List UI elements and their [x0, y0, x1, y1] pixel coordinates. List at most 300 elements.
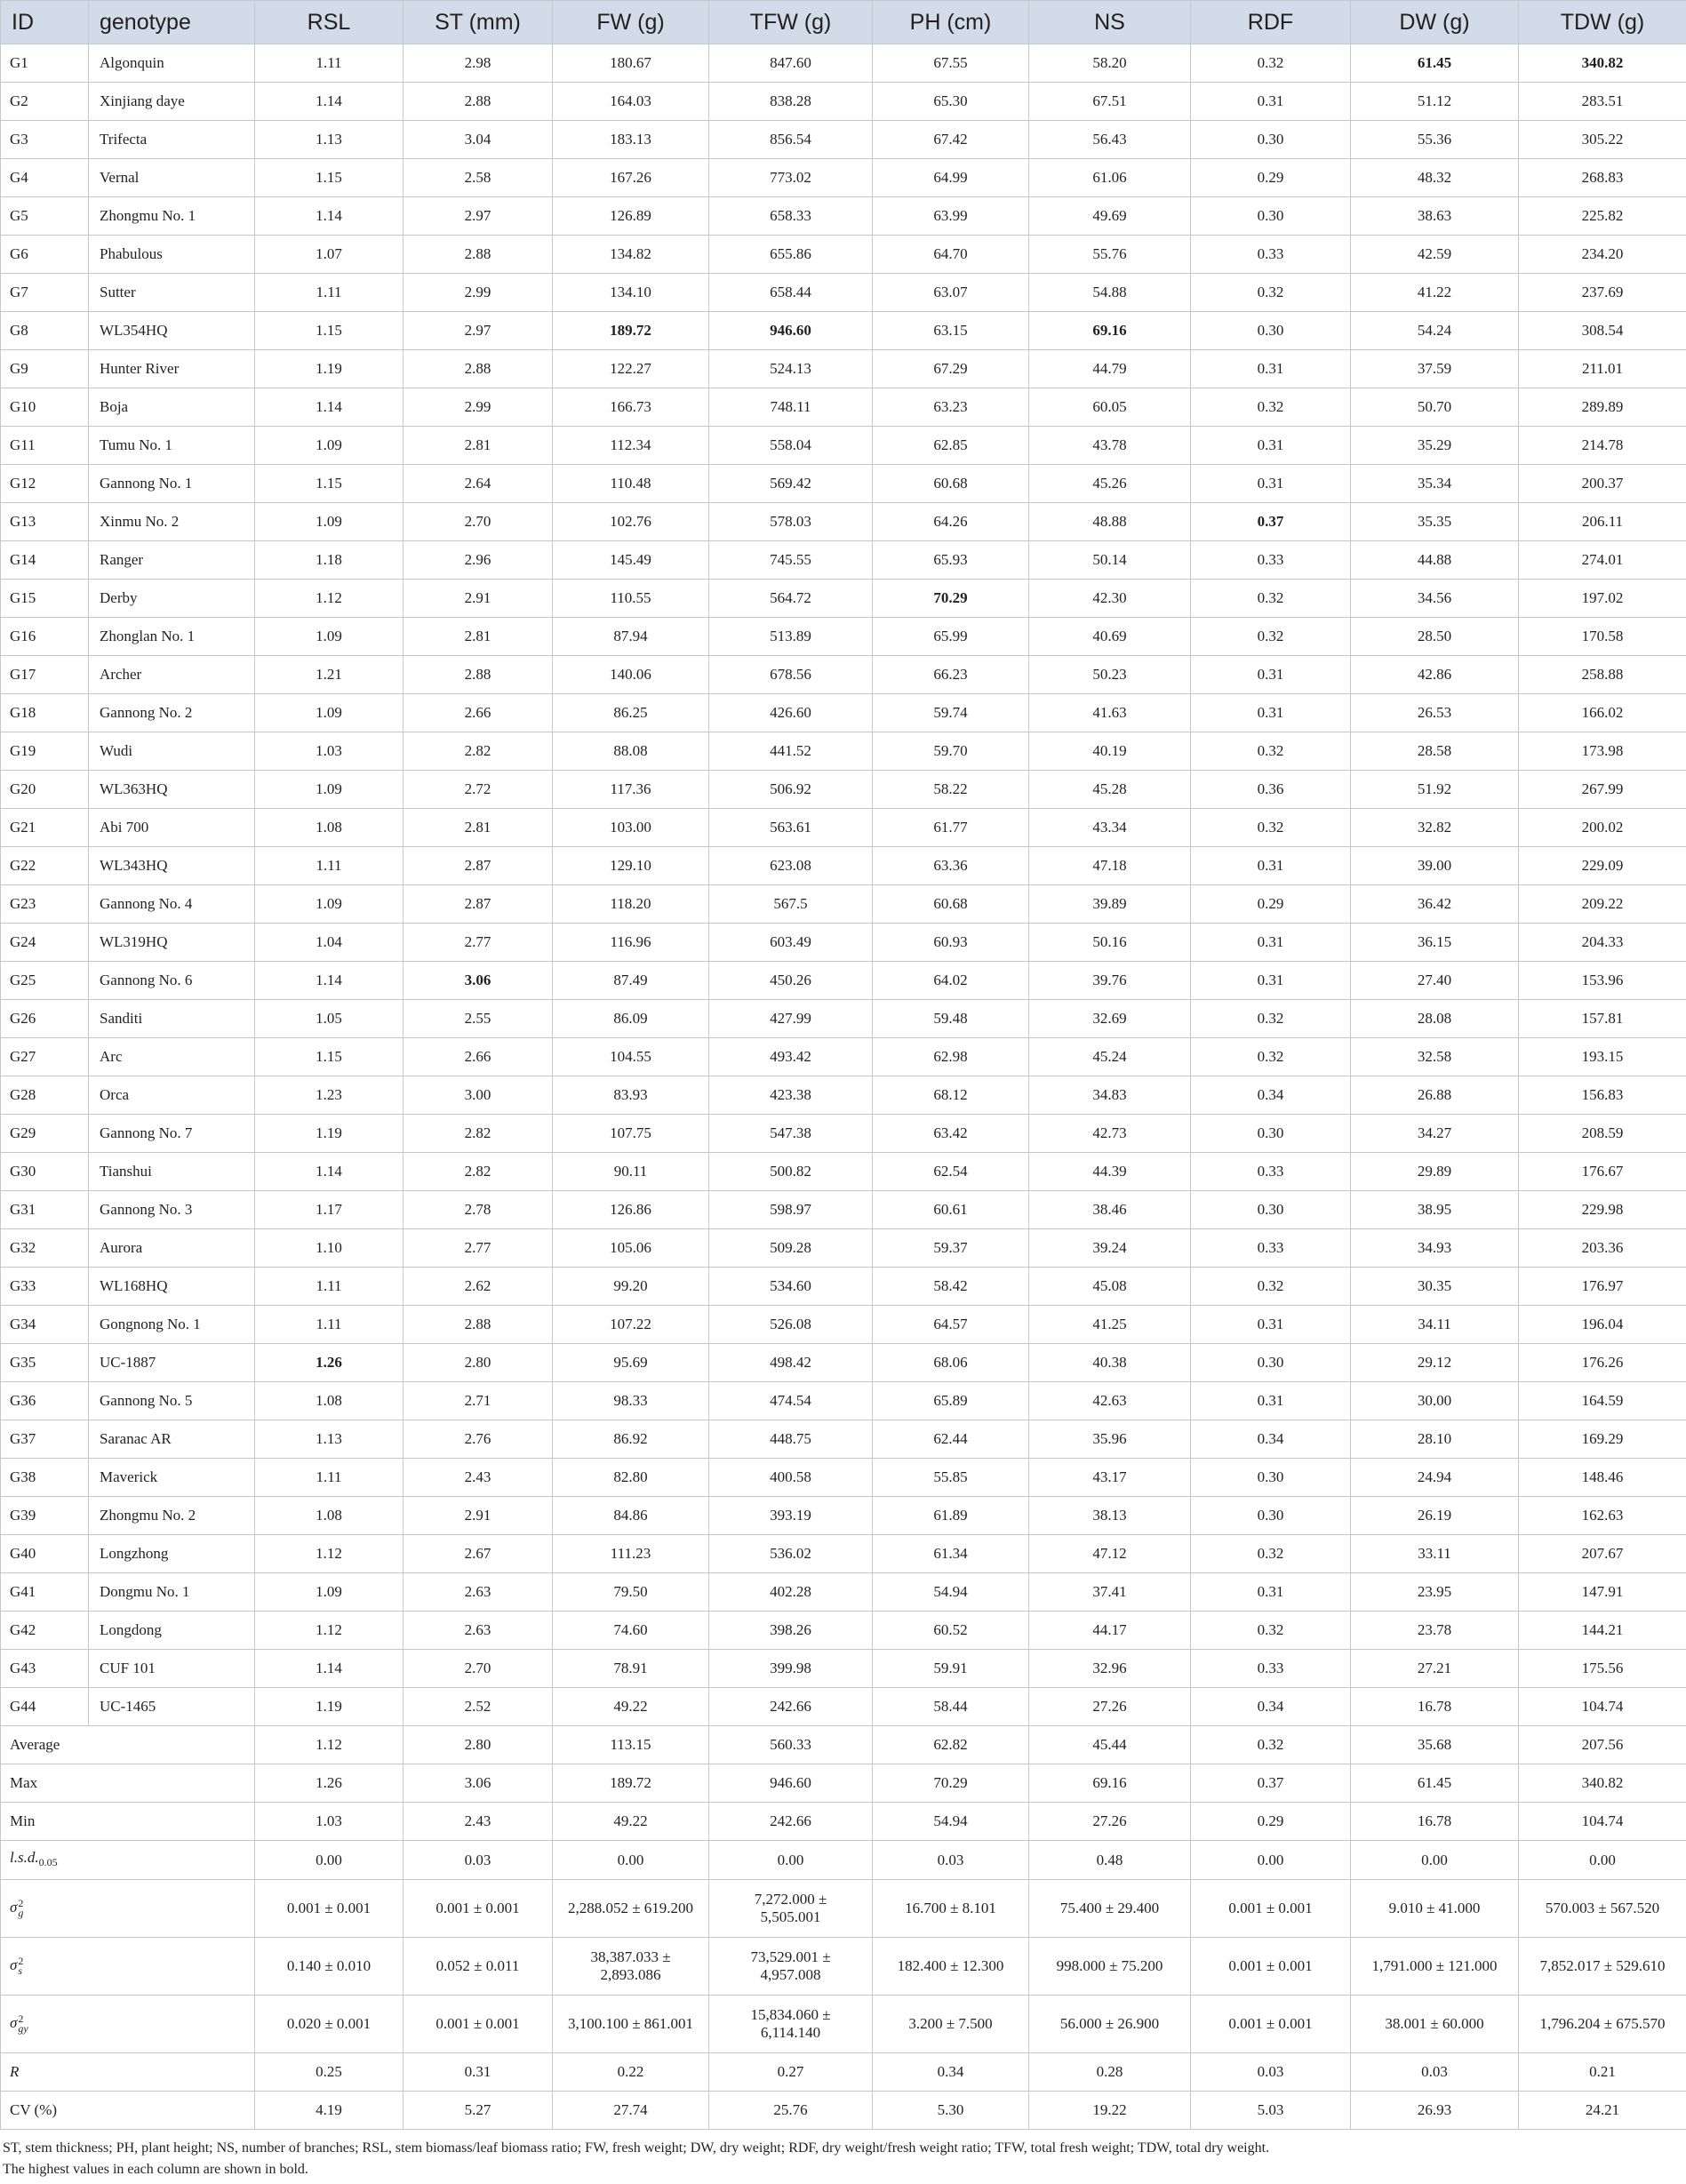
genotype-name-cell: Maverick [89, 1459, 255, 1497]
value-cell: 2.77 [404, 1229, 553, 1268]
genotype-name-cell: Gannong No. 1 [89, 465, 255, 503]
genotype-id-cell: G18 [1, 694, 89, 732]
stat-value-cell: 0.03 [1351, 2053, 1519, 2092]
value-cell: 1.23 [255, 1076, 404, 1115]
value-cell: 748.11 [709, 388, 873, 427]
stat-value-cell: 946.60 [709, 1764, 873, 1803]
table-row [1, 1115, 1686, 1153]
value-cell: 0.31 [1191, 1382, 1351, 1420]
value-cell: 0.32 [1191, 1038, 1351, 1076]
table-row [1, 580, 1686, 618]
value-cell: 2.66 [404, 694, 553, 732]
value-cell: 838.28 [709, 83, 873, 121]
value-cell: 90.11 [553, 1153, 709, 1191]
value-cell: 1.12 [255, 1535, 404, 1573]
value-cell: 0.33 [1191, 236, 1351, 274]
value-cell: 144.21 [1519, 1612, 1686, 1650]
stat-value-cell: 104.74 [1519, 1803, 1686, 1841]
value-cell: 423.38 [709, 1076, 873, 1115]
value-cell: 448.75 [709, 1420, 873, 1459]
value-cell: 1.15 [255, 465, 404, 503]
genotype-name-cell: Dongmu No. 1 [89, 1573, 255, 1612]
value-cell: 68.06 [873, 1344, 1029, 1382]
genotype-name-cell: Derby [89, 580, 255, 618]
stat-value-cell: 0.28 [1029, 2053, 1191, 2092]
table-row [1, 694, 1686, 732]
stat-value-cell: 998.000 ± 75.200 [1029, 1938, 1191, 1996]
genotype-name-cell: Gannong No. 2 [89, 694, 255, 732]
stat-value-cell: 0.37 [1191, 1764, 1351, 1803]
genotype-name-cell: CUF 101 [89, 1650, 255, 1688]
table-row [1, 1268, 1686, 1306]
value-cell: 60.68 [873, 885, 1029, 924]
value-cell: 2.99 [404, 274, 553, 312]
value-cell: 0.31 [1191, 1573, 1351, 1612]
value-cell: 197.02 [1519, 580, 1686, 618]
value-cell: 1.14 [255, 83, 404, 121]
genotype-id-cell: G35 [1, 1344, 89, 1382]
value-cell: 104.74 [1519, 1688, 1686, 1726]
value-cell: 225.82 [1519, 197, 1686, 236]
value-cell: 60.05 [1029, 388, 1191, 427]
value-cell: 39.89 [1029, 885, 1191, 924]
value-cell: 60.61 [873, 1191, 1029, 1229]
value-cell: 1.08 [255, 809, 404, 847]
value-cell: 0.33 [1191, 1153, 1351, 1191]
table-row [1, 1000, 1686, 1038]
genotype-id-cell: G29 [1, 1115, 89, 1153]
value-cell: 23.95 [1351, 1573, 1519, 1612]
genotype-id-cell: G4 [1, 159, 89, 197]
value-cell: 2.66 [404, 1038, 553, 1076]
genotype-name-cell: Gannong No. 7 [89, 1115, 255, 1153]
stat-value-cell: 35.68 [1351, 1726, 1519, 1764]
value-cell: 99.20 [553, 1268, 709, 1306]
value-cell: 2.82 [404, 732, 553, 771]
stat-label-superscript: 2 [18, 1897, 24, 1910]
value-cell: 1.08 [255, 1382, 404, 1420]
value-cell: 0.32 [1191, 44, 1351, 83]
value-cell: 498.42 [709, 1344, 873, 1382]
genotype-id-cell: G34 [1, 1306, 89, 1344]
genotype-id-cell: G32 [1, 1229, 89, 1268]
value-cell: 2.87 [404, 885, 553, 924]
value-cell: 28.50 [1351, 618, 1519, 656]
value-cell: 42.30 [1029, 580, 1191, 618]
genotype-name-cell: Phabulous [89, 236, 255, 274]
value-cell: 567.5 [709, 885, 873, 924]
table-row [1, 1153, 1686, 1191]
value-cell: 3.00 [404, 1076, 553, 1115]
stats-row [1, 2053, 1686, 2092]
stat-value-cell: 1.12 [255, 1726, 404, 1764]
stats-row [1, 1726, 1686, 1764]
value-cell: 169.29 [1519, 1420, 1686, 1459]
stats-row [1, 2092, 1686, 2130]
table-row [1, 159, 1686, 197]
stat-value-cell: 9.010 ± 41.000 [1351, 1880, 1519, 1938]
genotype-id-cell: G9 [1, 350, 89, 388]
value-cell: 268.83 [1519, 159, 1686, 197]
genotype-name-cell: Archer [89, 656, 255, 694]
value-cell: 74.60 [553, 1612, 709, 1650]
value-cell: 183.13 [553, 121, 709, 159]
genotype-id-cell: G20 [1, 771, 89, 809]
value-cell: 64.02 [873, 962, 1029, 1000]
stat-value-cell: 0.001 ± 0.001 [1191, 1938, 1351, 1996]
value-cell: 2.88 [404, 236, 553, 274]
value-cell: 68.12 [873, 1076, 1029, 1115]
value-cell: 2.82 [404, 1153, 553, 1191]
value-cell: 189.72 [553, 312, 709, 350]
genotype-id-cell: G22 [1, 847, 89, 885]
value-cell: 164.59 [1519, 1382, 1686, 1420]
value-cell: 0.32 [1191, 580, 1351, 618]
stat-value-cell: 70.29 [873, 1764, 1029, 1803]
genotype-name-cell: Xinjiang daye [89, 83, 255, 121]
value-cell: 506.92 [709, 771, 873, 809]
genotype-id-cell: G33 [1, 1268, 89, 1306]
value-cell: 67.29 [873, 350, 1029, 388]
value-cell: 3.06 [404, 962, 553, 1000]
value-cell: 116.96 [553, 924, 709, 962]
table-row [1, 656, 1686, 694]
value-cell: 43.34 [1029, 809, 1191, 847]
stat-value-cell: 54.94 [873, 1803, 1029, 1841]
value-cell: 1.13 [255, 1420, 404, 1459]
genotype-id-cell: G1 [1, 44, 89, 83]
table-row [1, 1459, 1686, 1497]
stat-value-cell: 1.03 [255, 1803, 404, 1841]
table-row [1, 1382, 1686, 1420]
value-cell: 0.32 [1191, 1268, 1351, 1306]
value-cell: 45.08 [1029, 1268, 1191, 1306]
value-cell: 2.88 [404, 656, 553, 694]
value-cell: 2.87 [404, 847, 553, 885]
value-cell: 2.98 [404, 44, 553, 83]
stat-label-cell: Average [1, 1726, 255, 1764]
value-cell: 1.14 [255, 1650, 404, 1688]
value-cell: 0.31 [1191, 656, 1351, 694]
value-cell: 193.15 [1519, 1038, 1686, 1076]
value-cell: 55.36 [1351, 121, 1519, 159]
value-cell: 82.80 [553, 1459, 709, 1497]
stat-value-cell: 0.27 [709, 2053, 873, 2092]
stat-value-cell: 0.03 [873, 1841, 1029, 1880]
value-cell: 569.42 [709, 465, 873, 503]
value-cell: 140.06 [553, 656, 709, 694]
stat-value-cell: 0.001 ± 0.001 [404, 1996, 553, 2053]
value-cell: 61.45 [1351, 44, 1519, 83]
table-row [1, 1229, 1686, 1268]
stat-value-cell: 560.33 [709, 1726, 873, 1764]
value-cell: 148.46 [1519, 1459, 1686, 1497]
table-row [1, 847, 1686, 885]
value-cell: 24.94 [1351, 1459, 1519, 1497]
bold-values-note: The highest values in each column are shown in bold. [3, 2162, 308, 2177]
value-cell: 3.04 [404, 121, 553, 159]
value-cell: 58.42 [873, 1268, 1029, 1306]
sigma-symbol: σ [10, 1956, 18, 1973]
value-cell: 40.38 [1029, 1344, 1191, 1382]
genotype-name-cell: WL319HQ [89, 924, 255, 962]
value-cell: 36.15 [1351, 924, 1519, 962]
value-cell: 48.32 [1351, 159, 1519, 197]
value-cell: 176.26 [1519, 1344, 1686, 1382]
value-cell: 426.60 [709, 694, 873, 732]
value-cell: 44.88 [1351, 541, 1519, 580]
stat-value-cell: 2,288.052 ± 619.200 [553, 1880, 709, 1938]
genotype-id-cell: G26 [1, 1000, 89, 1038]
table-row [1, 1306, 1686, 1344]
value-cell: 26.53 [1351, 694, 1519, 732]
stat-label-superscript: 2 [18, 1955, 24, 1968]
stat-label-cell [1, 1938, 255, 1996]
value-cell: 51.12 [1351, 83, 1519, 121]
value-cell: 36.42 [1351, 885, 1519, 924]
genotype-id-cell: G15 [1, 580, 89, 618]
value-cell: 0.31 [1191, 1306, 1351, 1344]
value-cell: 500.82 [709, 1153, 873, 1191]
value-cell: 63.36 [873, 847, 1029, 885]
value-cell: 2.77 [404, 924, 553, 962]
value-cell: 35.35 [1351, 503, 1519, 541]
value-cell: 0.32 [1191, 1535, 1351, 1573]
value-cell: 208.59 [1519, 1115, 1686, 1153]
value-cell: 145.49 [553, 541, 709, 580]
header-ns: NS [1029, 1, 1191, 44]
value-cell: 122.27 [553, 350, 709, 388]
value-cell: 62.98 [873, 1038, 1029, 1076]
stat-value-cell: 5.03 [1191, 2092, 1351, 2130]
stat-value-cell: 38,387.033 ± 2,893.086 [553, 1938, 709, 1996]
value-cell: 43.17 [1029, 1459, 1191, 1497]
genotype-id-cell: G40 [1, 1535, 89, 1573]
value-cell: 2.72 [404, 771, 553, 809]
genotype-id-cell: G36 [1, 1382, 89, 1420]
value-cell: 104.55 [553, 1038, 709, 1076]
genotype-name-cell: Longdong [89, 1612, 255, 1650]
stat-value-cell: 62.82 [873, 1726, 1029, 1764]
value-cell: 62.44 [873, 1420, 1029, 1459]
value-cell: 196.04 [1519, 1306, 1686, 1344]
value-cell: 50.16 [1029, 924, 1191, 962]
stat-label-cell [1, 1880, 255, 1938]
value-cell: 63.42 [873, 1115, 1029, 1153]
value-cell: 2.81 [404, 427, 553, 465]
value-cell: 41.25 [1029, 1306, 1191, 1344]
value-cell: 2.52 [404, 1688, 553, 1726]
value-cell: 229.09 [1519, 847, 1686, 885]
header-fw: FW (g) [553, 1, 709, 44]
table-row [1, 350, 1686, 388]
genotype-id-cell: G27 [1, 1038, 89, 1076]
value-cell: 49.22 [553, 1688, 709, 1726]
stat-value-cell: 0.00 [709, 1841, 873, 1880]
value-cell: 305.22 [1519, 121, 1686, 159]
stat-value-cell: 38.001 ± 60.000 [1351, 1996, 1519, 2053]
value-cell: 117.36 [553, 771, 709, 809]
stat-value-cell: 3.200 ± 7.500 [873, 1996, 1029, 2053]
value-cell: 29.89 [1351, 1153, 1519, 1191]
stat-value-cell: 7,852.017 ± 529.610 [1519, 1938, 1686, 1996]
value-cell: 2.70 [404, 503, 553, 541]
table-row [1, 197, 1686, 236]
genotype-id-cell: G10 [1, 388, 89, 427]
value-cell: 167.26 [553, 159, 709, 197]
value-cell: 1.14 [255, 197, 404, 236]
value-cell: 78.91 [553, 1650, 709, 1688]
value-cell: 234.20 [1519, 236, 1686, 274]
value-cell: 38.95 [1351, 1191, 1519, 1229]
value-cell: 2.62 [404, 1268, 553, 1306]
value-cell: 1.13 [255, 121, 404, 159]
stats-row [1, 1938, 1686, 1996]
value-cell: 399.98 [709, 1650, 873, 1688]
value-cell: 34.83 [1029, 1076, 1191, 1115]
genotype-id-cell: G30 [1, 1153, 89, 1191]
table-row [1, 121, 1686, 159]
value-cell: 40.19 [1029, 732, 1191, 771]
genotype-name-cell: Ranger [89, 541, 255, 580]
value-cell: 42.86 [1351, 656, 1519, 694]
table-row [1, 1344, 1686, 1382]
value-cell: 2.82 [404, 1115, 553, 1153]
value-cell: 59.48 [873, 1000, 1029, 1038]
genotype-id-cell: G23 [1, 885, 89, 924]
genotype-id-cell: G37 [1, 1420, 89, 1459]
value-cell: 38.46 [1029, 1191, 1191, 1229]
stat-value-cell: 0.03 [1191, 2053, 1351, 2092]
stat-value-cell: 0.00 [1191, 1841, 1351, 1880]
value-cell: 134.10 [553, 274, 709, 312]
table-row [1, 465, 1686, 503]
stat-value-cell: 61.45 [1351, 1764, 1519, 1803]
value-cell: 558.04 [709, 427, 873, 465]
value-cell: 0.31 [1191, 924, 1351, 962]
genotype-id-cell: G13 [1, 503, 89, 541]
genotype-name-cell: UC-1465 [89, 1688, 255, 1726]
value-cell: 1.19 [255, 1115, 404, 1153]
sigma-scripts [18, 1899, 23, 1918]
stat-value-cell: 0.020 ± 0.001 [255, 1996, 404, 2053]
genotype-name-cell: Boja [89, 388, 255, 427]
value-cell: 39.76 [1029, 962, 1191, 1000]
value-cell: 118.20 [553, 885, 709, 924]
value-cell: 308.54 [1519, 312, 1686, 350]
value-cell: 49.69 [1029, 197, 1191, 236]
header-rsl: RSL [255, 1, 404, 44]
genotype-name-cell: Zhonglan No. 1 [89, 618, 255, 656]
value-cell: 175.56 [1519, 1650, 1686, 1688]
value-cell: 111.23 [553, 1535, 709, 1573]
value-cell: 84.86 [553, 1497, 709, 1535]
value-cell: 37.59 [1351, 350, 1519, 388]
value-cell: 1.19 [255, 1688, 404, 1726]
sigma-scripts [18, 2014, 28, 2034]
value-cell: 2.70 [404, 1650, 553, 1688]
value-cell: 427.99 [709, 1000, 873, 1038]
value-cell: 40.69 [1029, 618, 1191, 656]
value-cell: 0.37 [1191, 503, 1351, 541]
value-cell: 1.04 [255, 924, 404, 962]
genotype-name-cell: Aurora [89, 1229, 255, 1268]
value-cell: 103.00 [553, 809, 709, 847]
value-cell: 2.63 [404, 1612, 553, 1650]
stat-value-cell: 75.400 ± 29.400 [1029, 1880, 1191, 1938]
stat-value-cell: 0.001 ± 0.001 [255, 1880, 404, 1938]
value-cell: 1.09 [255, 427, 404, 465]
genotype-id-cell: G25 [1, 962, 89, 1000]
value-cell: 237.69 [1519, 274, 1686, 312]
value-cell: 658.33 [709, 197, 873, 236]
value-cell: 83.93 [553, 1076, 709, 1115]
value-cell: 41.63 [1029, 694, 1191, 732]
value-cell: 65.93 [873, 541, 1029, 580]
value-cell: 0.33 [1191, 541, 1351, 580]
stat-value-cell: 570.003 ± 567.520 [1519, 1880, 1686, 1938]
value-cell: 166.73 [553, 388, 709, 427]
genotype-id-cell: G19 [1, 732, 89, 771]
value-cell: 60.93 [873, 924, 1029, 962]
genotype-id-cell: G43 [1, 1650, 89, 1688]
value-cell: 1.18 [255, 541, 404, 580]
value-cell: 30.35 [1351, 1268, 1519, 1306]
genotype-name-cell: Gannong No. 5 [89, 1382, 255, 1420]
value-cell: 603.49 [709, 924, 873, 962]
value-cell: 1.11 [255, 274, 404, 312]
stat-label-cell [1, 1841, 255, 1880]
header-st: ST (mm) [404, 1, 553, 44]
value-cell: 16.78 [1351, 1688, 1519, 1726]
header-id: ID [1, 1, 89, 44]
genotype-name-cell: Wudi [89, 732, 255, 771]
genotype-name-cell: Gannong No. 6 [89, 962, 255, 1000]
stat-label-cell [1, 2053, 255, 2092]
value-cell: 50.14 [1029, 541, 1191, 580]
value-cell: 95.69 [553, 1344, 709, 1382]
genotype-id-cell: G21 [1, 809, 89, 847]
value-cell: 623.08 [709, 847, 873, 885]
value-cell: 0.32 [1191, 274, 1351, 312]
stat-value-cell: 0.00 [1351, 1841, 1519, 1880]
value-cell: 110.55 [553, 580, 709, 618]
stat-value-cell: 3.06 [404, 1764, 553, 1803]
value-cell: 44.17 [1029, 1612, 1191, 1650]
value-cell: 48.88 [1029, 503, 1191, 541]
value-cell: 87.94 [553, 618, 709, 656]
value-cell: 35.29 [1351, 427, 1519, 465]
table-row [1, 885, 1686, 924]
value-cell: 126.89 [553, 197, 709, 236]
stat-value-cell: 0.32 [1191, 1726, 1351, 1764]
genotype-id-cell: G2 [1, 83, 89, 121]
table-row [1, 236, 1686, 274]
value-cell: 33.11 [1351, 1535, 1519, 1573]
value-cell: 98.33 [553, 1382, 709, 1420]
value-cell: 170.58 [1519, 618, 1686, 656]
value-cell: 176.67 [1519, 1153, 1686, 1191]
value-cell: 157.81 [1519, 1000, 1686, 1038]
value-cell: 200.02 [1519, 809, 1686, 847]
value-cell: 2.58 [404, 159, 553, 197]
table-footnotes [0, 2130, 1686, 2180]
value-cell: 1.09 [255, 771, 404, 809]
stat-value-cell: 24.21 [1519, 2092, 1686, 2130]
sigma-symbol: σ [10, 1898, 18, 1916]
genotype-id-cell: G38 [1, 1459, 89, 1497]
value-cell: 493.42 [709, 1038, 873, 1076]
